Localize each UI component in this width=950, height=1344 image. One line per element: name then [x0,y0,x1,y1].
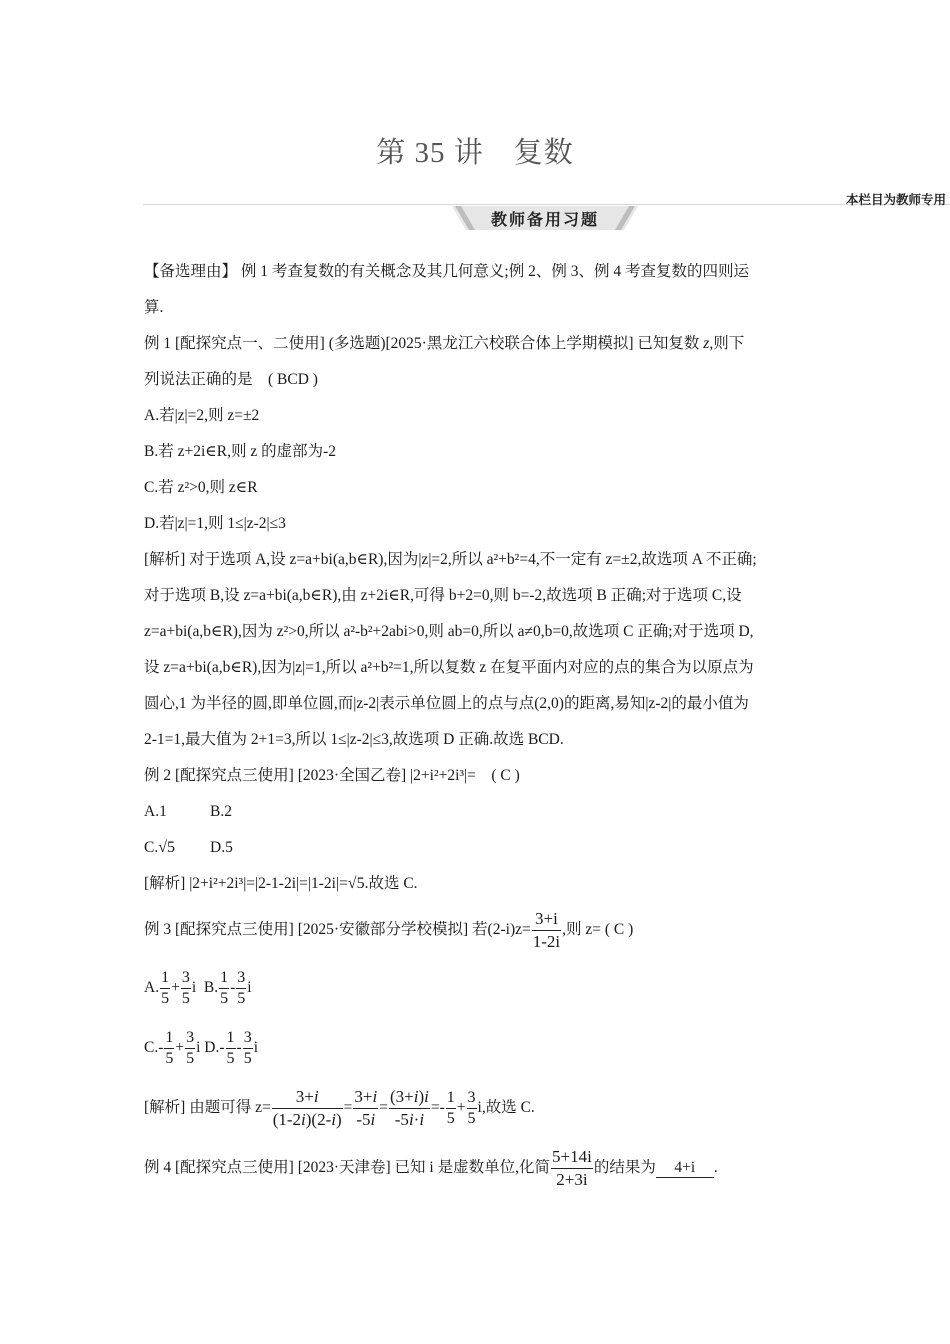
solution-line: 设 z=a+bi(a,b∈R),因为|z|=1,所以 a²+b²=1,所以复数 z 在复平面内对应的点的集合为以原点为 [144,659,754,676]
solution-line: 对于选项 B,设 z=a+bi(a,b∈R),由 z+2i∈R,可得 b+2=0,则 b=-2,故选项 B 正确;对于选项 C,设 [144,587,742,604]
header-divider [143,204,950,205]
reason-line-2: 算. [144,299,164,316]
answer-blank: 4+i [656,1159,714,1178]
banner-note: 本栏目为教师专用 [845,192,946,207]
banner-label: 教师备用习题 [490,210,599,229]
example-1-head-2: 列说法正确的是 ( BCD ) [144,371,318,388]
sqrt-five: √5 [158,839,175,856]
reason-line [144,254,809,290]
example-2-head: 例 2 [配探究点三使用] [2023·全国乙卷] |2+i²+2i³|= ( C ) [144,767,520,784]
reason-tag: 【备选理由】 [144,263,238,280]
solution-line: z=a+bi(a,b∈R),因为 z²>0,所以 a²-b²+2abi>0,则 ab=0,所以 a≠0,b=0,故选项 C 正确;对于选项 D, [144,623,754,640]
reason-text: 例 1 考查复数的有关概念及其几何意义;例 2、例 3、例 4 考查复数的四则运 [237,263,749,280]
example-1-head: 例 1 [配探究点一、二使用] (多选题)[2025·黑龙江六校联合体上学期模拟] 已知复数 z,则下 [144,335,745,352]
section-banner [452,206,638,230]
example-2-solution: [解析] |2+i²+2i³|=|2-1-2i|=|1-2i|=√5.故选 C. [144,875,418,892]
solution-line: 圆心,1 为半径的圆,即单位圆,而|z-2|表示单位圆上的点与点(2,0)的距离,易知|z-2|的最小值为 [144,695,749,712]
example-3-options-1: A. $\frac{1}{5}$ + $\frac{3}{5}$ i B. $\frac{1}{5}$ - $\frac{3}{5}$ i [144,968,252,1007]
fraction: $\frac{3+i}{1-2i}$ [532,908,561,951]
option-a: A.若|z|=2,则 z=±2 [144,407,260,424]
example-3-options-2: C.- $\frac{1}{5}$ + $\frac{3}{5}$ i D.- $\frac{1}{5}$ - $\frac{3}{5}$ i [144,1028,259,1067]
content [144,254,809,1198]
solution-line: 2-1=1,最大值为 2+1=3,所以 1≤|z-2|≤3,故选项 D 正确.故选 BCD. [144,731,564,748]
solution-line: [解析] 对于选项 A,设 z=a+bi(a,b∈R),因为|z|=2,所以 a²+b²=4,不一定有 z=±2,故选项 A 不正确; [144,551,757,568]
example-3-head: 例 3 [配探究点三使用] [2025·安徽部分学校模拟] 若(2-i)z= $\frac{3+i}{1-2i}$ ,则 z= ( C ) [144,908,634,951]
fraction: $\frac{5+14i}{2+3i}$ [552,1146,592,1189]
option-c: C.若 z²>0,则 z∈R [144,479,258,496]
example-2-options-1: A.1 B.2 [144,803,232,820]
example-2-options-2: C.√5 D.5 [144,839,233,856]
example-4-head: 例 4 [配探究点三使用] [2023·天津卷] 已知 i 是虚数单位,化简 $\frac{5+14i}{2+3i}$ 的结果为 4+i . [144,1146,718,1189]
example-3-solution: [解析] 由题可得 z= $\frac{3+i}{(1-2i)(2-i)}$ = $\frac{3+i}{-5i}$ = $\frac{(3+i)i}{-5i\cdot i}$ =- $\frac{1}{5}$ + $\frac{3}{5}$ i,故选 C. [144,1086,535,1129]
option-b: B.若 z+2i∈R,则 z 的虚部为-2 [144,443,336,460]
option-d: D.若|z|=1,则 1≤|z-2|≤3 [144,515,286,532]
page-title: 第 35 讲 复数 [376,137,574,169]
